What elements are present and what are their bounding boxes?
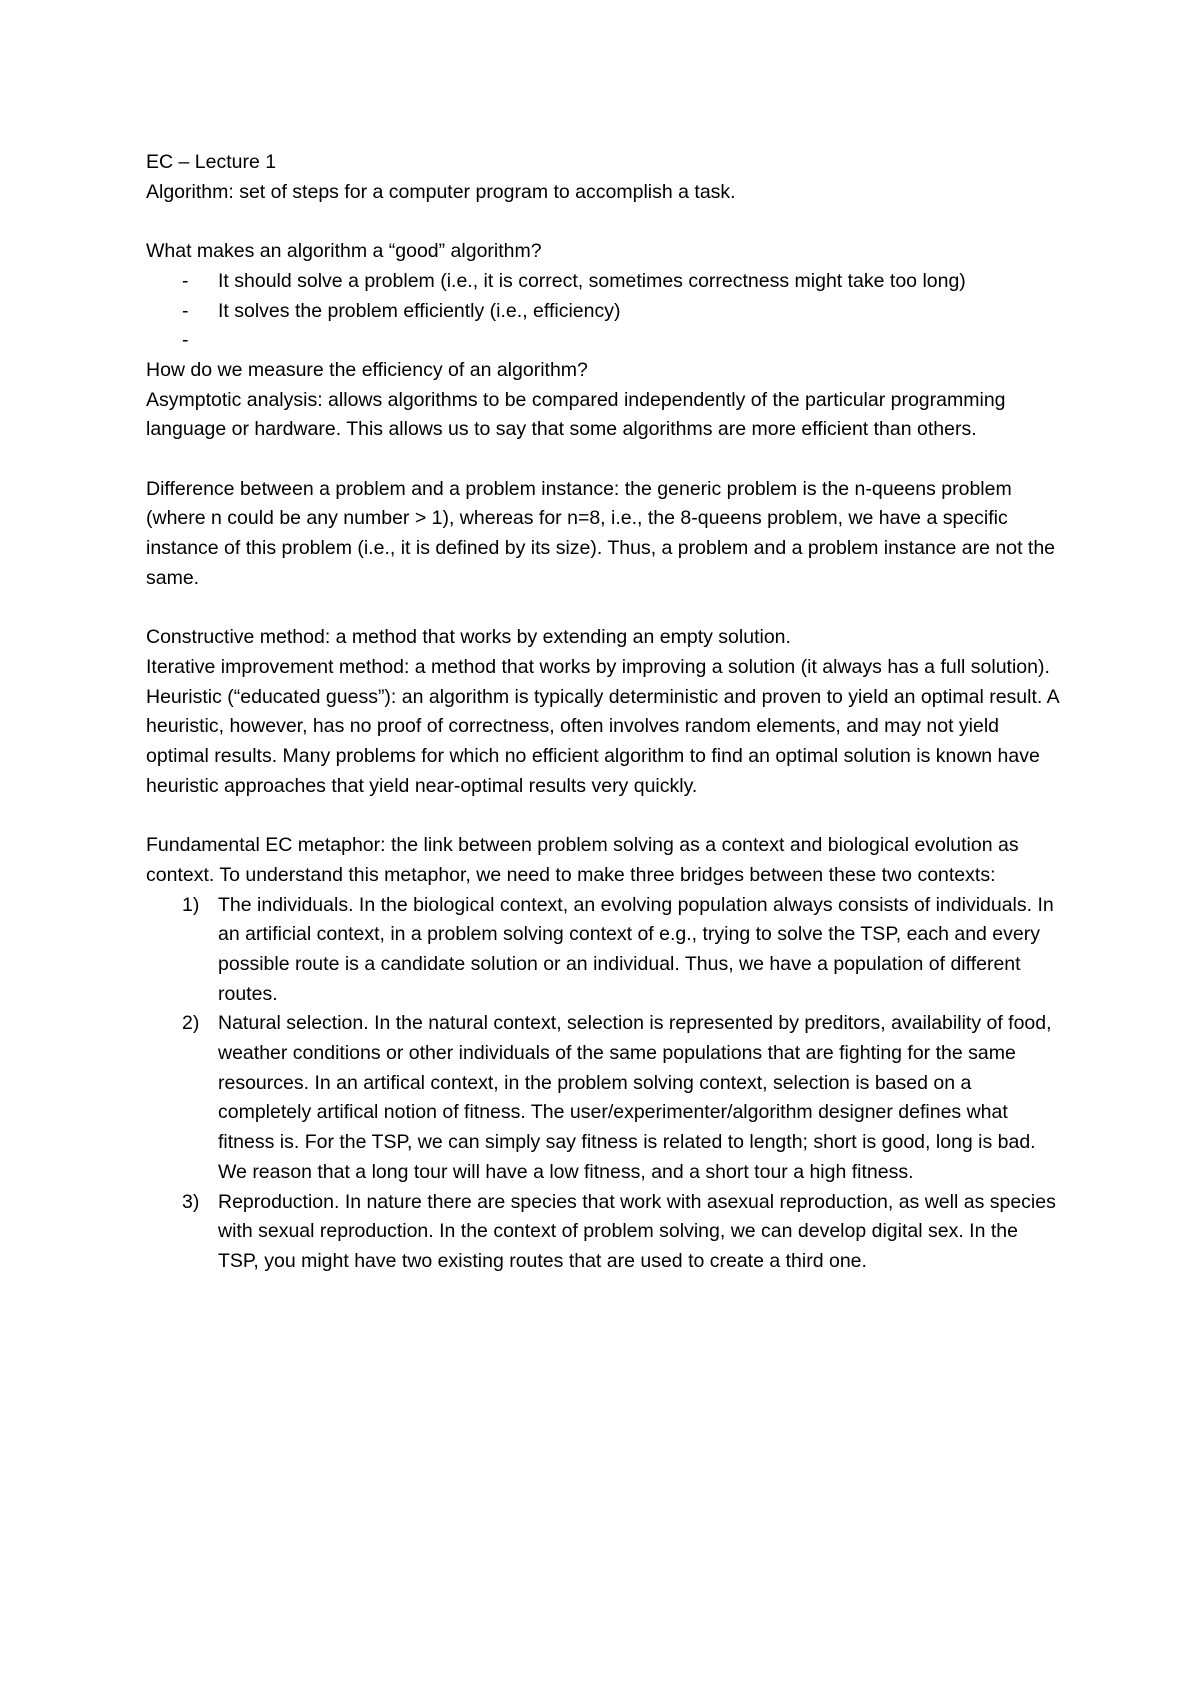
heuristic-paragraph: Heuristic (“educated guess”): an algorithm is typically deterministic and proven to yield an optimal result. A heuristic, however, has no proof of correctness, often involves random elements, and may not yield optimal results. Many problems for which no efficient algorithm to find an optimal solution is known have heuristic approaches that yield near-optimal results very quickly. xyxy=(146,685,1059,797)
spacer xyxy=(146,801,1060,831)
metaphor-bridges-list xyxy=(146,891,1060,1277)
list-marker: - xyxy=(182,299,189,322)
iterative-method: Iterative improvement method: a method that works by improving a solution (it always has a full solution). xyxy=(146,655,1050,678)
metaphor-intro: Fundamental EC metaphor: the link between problem solving as a context and biological evolution as context. To understand this metaphor, we need to make three bridges between these two contexts: xyxy=(146,834,1019,886)
page-title: EC – Lecture 1 xyxy=(146,151,277,173)
list-item xyxy=(182,326,1060,356)
spacer xyxy=(146,594,1060,624)
spacer xyxy=(146,207,1060,237)
list-marker: 3) xyxy=(182,1190,200,1213)
list-item xyxy=(182,891,1060,1010)
list-marker: 2) xyxy=(182,1012,200,1035)
efficiency-question: How do we measure the efficiency of an algorithm? xyxy=(146,358,588,381)
list-marker: - xyxy=(182,329,189,352)
good-algorithm-question: What makes an algorithm a “good” algorithm? xyxy=(146,240,542,263)
algorithm-definition: Algorithm: set of steps for a computer program to accomplish a task. xyxy=(146,180,736,203)
spacer xyxy=(146,445,1060,475)
problem-instance-paragraph: Difference between a problem and a problem instance: the generic problem is the n-queens problem (where n could be any number > 1), whereas for n=8, i.e., the 8-queens problem, we have a specific instance of this problem (i.e., it is defined by its size). Thus, a problem and a problem instance are not the same. xyxy=(146,477,1056,589)
list-item-text: It should solve a problem (i.e., it is correct, sometimes correctness might take too long) xyxy=(218,269,966,292)
list-item-text: The individuals. In the biological context, an evolving population always consists of individuals. In an artificial context, in a problem solving context of e.g., trying to solve the TSP, each and every possible route is a candidate solution or an individual. Thus, we have a population of different routes. xyxy=(218,893,1054,1005)
asymptotic-analysis: Asymptotic analysis: allows algorithms to be compared independently of the particular programming language or hardware. This allows us to say that some algorithms are more efficient than others. xyxy=(146,388,1006,441)
list-item-text: It solves the problem efficiently (i.e., efficiency) xyxy=(218,299,621,322)
list-item xyxy=(182,267,1060,297)
list-item xyxy=(182,297,1060,327)
list-marker: - xyxy=(182,269,189,292)
list-marker: 1) xyxy=(182,893,200,916)
good-algorithm-list xyxy=(146,267,1060,356)
list-item-text: Natural selection. In the natural context, selection is represented by preditors, availability of food, weather conditions or other individuals of the same populations that are fighting for the same resources. In an artifical context, in the problem solving context, selection is based on a completely artifical notion of fitness. The user/experimenter/algorithm designer defines what fitness is. For the TSP, we can simply say fitness is related to length; short is good, long is bad. We reason that a long tour will have a low fitness, and a short tour a high fitness. xyxy=(218,1012,1052,1183)
constructive-method: Constructive method: a method that works by extending an empty solution. xyxy=(146,626,791,649)
list-item xyxy=(182,1009,1060,1187)
list-item xyxy=(182,1188,1060,1277)
list-item-text: Reproduction. In nature there are species that work with asexual reproduction, as well as species with sexual reproduction. In the context of problem solving, we can develop digital sex. In the TSP, you might have two existing routes that are used to create a third one. xyxy=(218,1190,1056,1272)
